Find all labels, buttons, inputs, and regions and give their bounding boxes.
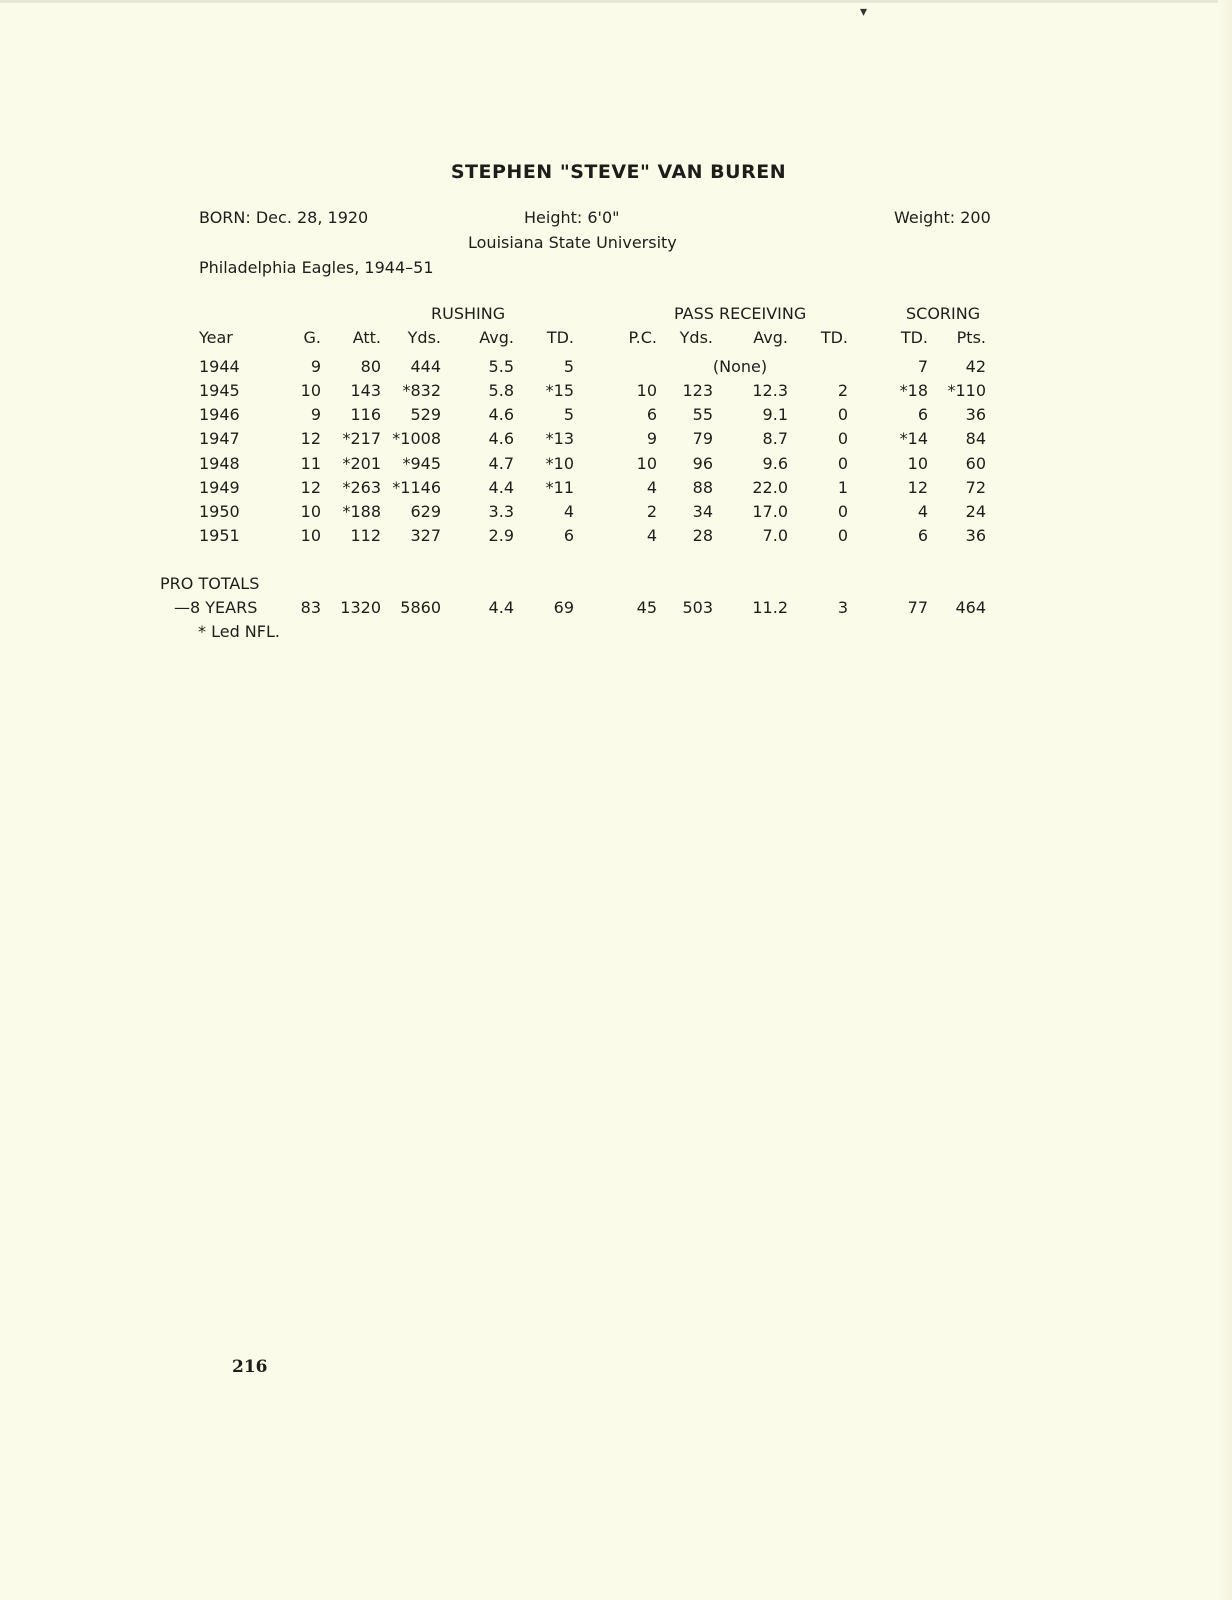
table-cell: 629 [410, 502, 441, 521]
table-cell: 84 [965, 429, 986, 448]
table-cell: 2.9 [488, 526, 514, 545]
table-cell: 80 [360, 357, 381, 376]
column-header: Year [199, 328, 233, 347]
column-header: TD. [546, 328, 574, 347]
totals-cell: 464 [955, 598, 986, 617]
table-cell: 4 [917, 502, 928, 521]
table-cell: *832 [402, 381, 441, 400]
table-cell: 1951 [199, 526, 240, 545]
totals-cell: 503 [682, 598, 713, 617]
column-header: G. [303, 328, 321, 347]
table-cell: 1949 [199, 478, 240, 497]
team-info: Philadelphia Eagles, 1944–51 [199, 258, 434, 277]
column-header: Yds. [407, 328, 441, 347]
table-cell: 5.5 [488, 357, 514, 376]
table-cell: 0 [837, 429, 848, 448]
table-cell: *110 [947, 381, 986, 400]
column-header: TD. [820, 328, 848, 347]
table-cell: 5.8 [488, 381, 514, 400]
column-header: Avg. [479, 328, 514, 347]
table-cell: 6 [917, 526, 928, 545]
table-cell: 12 [300, 429, 321, 448]
table-cell: 1948 [199, 454, 240, 473]
table-cell: 9 [310, 357, 321, 376]
table-cell: 6 [917, 405, 928, 424]
table-cell: 79 [692, 429, 713, 448]
column-header: Att. [352, 328, 381, 347]
table-cell: 17.0 [752, 502, 788, 521]
receiving-none-note: (None) [712, 357, 768, 376]
totals-cell: 1320 [340, 598, 381, 617]
table-cell: 10 [636, 381, 657, 400]
table-cell: *18 [899, 381, 928, 400]
table-cell: 1944 [199, 357, 240, 376]
table-cell: 36 [965, 405, 986, 424]
table-cell: 22.0 [752, 478, 788, 497]
table-cell: 5 [563, 357, 574, 376]
table-cell: 4.4 [488, 478, 514, 497]
table-cell: 4.6 [488, 405, 514, 424]
totals-cell: 11.2 [752, 598, 788, 617]
table-cell: 7 [917, 357, 928, 376]
table-cell: 34 [692, 502, 713, 521]
pro-totals-label: PRO TOTALS [160, 574, 260, 593]
totals-cell: 3 [837, 598, 848, 617]
table-cell: 4 [646, 478, 657, 497]
table-cell: *1008 [392, 429, 441, 448]
table-cell: *217 [342, 429, 381, 448]
table-cell: 7.0 [762, 526, 788, 545]
totals-years-label: —8 YEARS [174, 598, 258, 617]
table-cell: 1 [837, 478, 848, 497]
table-cell: 123 [682, 381, 713, 400]
table-cell: 28 [692, 526, 713, 545]
table-cell: *13 [545, 429, 574, 448]
totals-cell: 83 [300, 598, 321, 617]
totals-cell: 5860 [400, 598, 441, 617]
table-cell: 4 [646, 526, 657, 545]
table-cell: 4.6 [488, 429, 514, 448]
table-cell: 143 [350, 381, 381, 400]
table-cell: *11 [545, 478, 574, 497]
right-edge-shadow [1218, 0, 1232, 1600]
table-cell: 2 [837, 381, 848, 400]
table-cell: 444 [410, 357, 441, 376]
totals-cell: 69 [553, 598, 574, 617]
table-cell: 88 [692, 478, 713, 497]
table-cell: 0 [837, 405, 848, 424]
table-cell: 529 [410, 405, 441, 424]
table-cell: 12.3 [752, 381, 788, 400]
weight-info: Weight: 200 [894, 208, 991, 227]
table-cell: 10 [300, 526, 321, 545]
table-cell: 112 [350, 526, 381, 545]
table-cell: 10 [907, 454, 928, 473]
corner-mark: ▾ [860, 4, 868, 20]
table-cell: 36 [965, 526, 986, 545]
group-header-rushing: RUSHING [431, 304, 506, 323]
table-cell: 0 [837, 502, 848, 521]
table-cell: 12 [300, 478, 321, 497]
table-cell: 11 [300, 454, 321, 473]
table-cell: 55 [692, 405, 713, 424]
table-cell: 96 [692, 454, 713, 473]
table-cell: 4 [563, 502, 574, 521]
table-cell: 9 [310, 405, 321, 424]
page-number: 216 [232, 1357, 268, 1377]
table-cell: 42 [965, 357, 986, 376]
table-cell: 6 [563, 526, 574, 545]
table-cell: 10 [300, 502, 321, 521]
table-cell: 24 [965, 502, 986, 521]
column-header: P.C. [628, 328, 657, 347]
table-cell: 9.6 [762, 454, 788, 473]
table-cell: 9 [646, 429, 657, 448]
table-cell: 327 [410, 526, 441, 545]
table-cell: 0 [837, 526, 848, 545]
table-cell: 0 [837, 454, 848, 473]
table-cell: 5 [563, 405, 574, 424]
table-cell: 116 [350, 405, 381, 424]
table-cell: *201 [342, 454, 381, 473]
table-cell: 10 [300, 381, 321, 400]
footnote: * Led NFL. [198, 622, 280, 641]
table-cell: 1950 [199, 502, 240, 521]
column-header: Avg. [753, 328, 788, 347]
table-cell: 3.3 [488, 502, 514, 521]
totals-cell: 77 [907, 598, 928, 617]
table-cell: *10 [545, 454, 574, 473]
top-edge-shadow [0, 0, 1232, 3]
table-cell: 6 [646, 405, 657, 424]
group-header-receiving: PASS RECEIVING [674, 304, 807, 323]
table-cell: *14 [899, 429, 928, 448]
table-cell: 1945 [199, 381, 240, 400]
born-info: BORN: Dec. 28, 1920 [199, 208, 369, 227]
table-cell: *188 [342, 502, 381, 521]
college-info: Louisiana State University [468, 233, 677, 252]
table-cell: 1946 [199, 405, 240, 424]
column-header: Pts. [956, 328, 986, 347]
column-header: Yds. [679, 328, 713, 347]
table-cell: 9.1 [762, 405, 788, 424]
table-cell: 72 [965, 478, 986, 497]
table-cell: 60 [965, 454, 986, 473]
table-cell: 4.7 [488, 454, 514, 473]
table-cell: 12 [907, 478, 928, 497]
column-header: TD. [900, 328, 928, 347]
table-cell: 8.7 [762, 429, 788, 448]
table-cell: *263 [342, 478, 381, 497]
table-cell: 2 [646, 502, 657, 521]
table-cell: *15 [545, 381, 574, 400]
table-cell: *945 [402, 454, 441, 473]
table-cell: *1146 [392, 478, 441, 497]
table-cell: 10 [636, 454, 657, 473]
totals-cell: 45 [636, 598, 657, 617]
page-title: STEPHEN "STEVE" VAN BUREN [450, 161, 787, 183]
group-header-scoring: SCORING [906, 304, 981, 323]
totals-cell: 4.4 [488, 598, 514, 617]
table-cell: 1947 [199, 429, 240, 448]
height-info: Height: 6'0" [524, 208, 620, 227]
